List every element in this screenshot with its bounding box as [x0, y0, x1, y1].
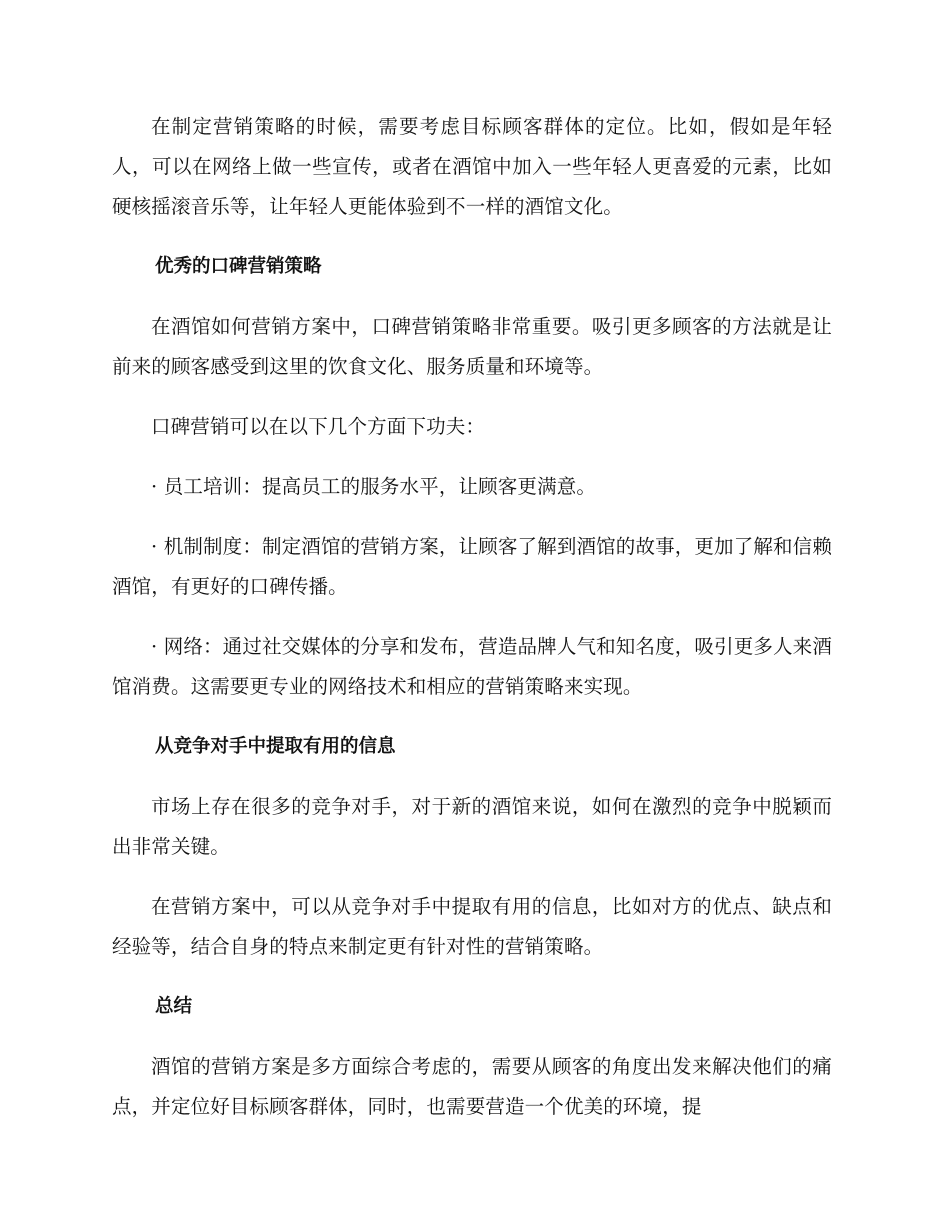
bullet-mechanism	[112, 527, 832, 607]
paragraph-extract-info: 在营销方案中，可以从竞争对手中提取有用的信息，比如对方的优点、缺点和经验等，结合自身的特点来制定更有针对性的营销策略。	[112, 895, 832, 958]
bullet-staff-training-text: 员工培训：提高员工的服务水平，让顾客更满意。	[163, 475, 597, 498]
bullet-mark: ·	[151, 475, 158, 498]
paragraph-competition: 市场上存在很多的竞争对手，对于新的酒馆来说，如何在激烈的竞争中脱颖而出非常关键。	[112, 795, 832, 858]
paragraph-word-of-mouth-importance: 在酒馆如何营销方案中，口碑营销策略非常重要。吸引更多顾客的方法就是让前来的顾客感受到这里的饮食文化、服务质量和环境等。	[112, 315, 832, 378]
bullet-mark: ·	[151, 635, 158, 658]
heading-summary: 总结	[155, 996, 193, 1017]
paragraph-summary: 酒馆的营销方案是多方面综合考虑的，需要从顾客的角度出发来解决他们的痛点，并定位好目标顾客群体，同时，也需要营造一个优美的环境，提	[112, 1055, 832, 1118]
heading-competitors: 从竞争对手中提取有用的信息	[155, 736, 396, 757]
bullet-staff-training	[112, 467, 832, 507]
document-page	[112, 107, 832, 1147]
paragraph-word-of-mouth-intro: 口碑营销可以在以下几个方面下功夫：	[151, 415, 486, 438]
bullet-network	[112, 627, 832, 707]
paragraph-target-customers: 在制定营销策略的时候，需要考虑目标顾客群体的定位。比如，假如是年轻人，可以在网络上做一些宣传，或者在酒馆中加入一些年轻人更喜爱的元素，比如硬核摇滚音乐等，让年轻人更能体验到不一样的酒馆文化。	[112, 115, 832, 218]
bullet-mark: ·	[151, 535, 158, 558]
bullet-mechanism-text: 机制制度：制定酒馆的营销方案，让顾客了解到酒馆的故事，更加了解和信赖酒馆，有更好的口碑传播。	[112, 535, 832, 598]
heading-word-of-mouth: 优秀的口碑营销策略	[155, 256, 322, 277]
bullet-network-text: 网络：通过社交媒体的分享和发布，营造品牌人气和知名度，吸引更多人来酒馆消费。这需要更专业的网络技术和相应的营销策略来实现。	[112, 635, 832, 698]
